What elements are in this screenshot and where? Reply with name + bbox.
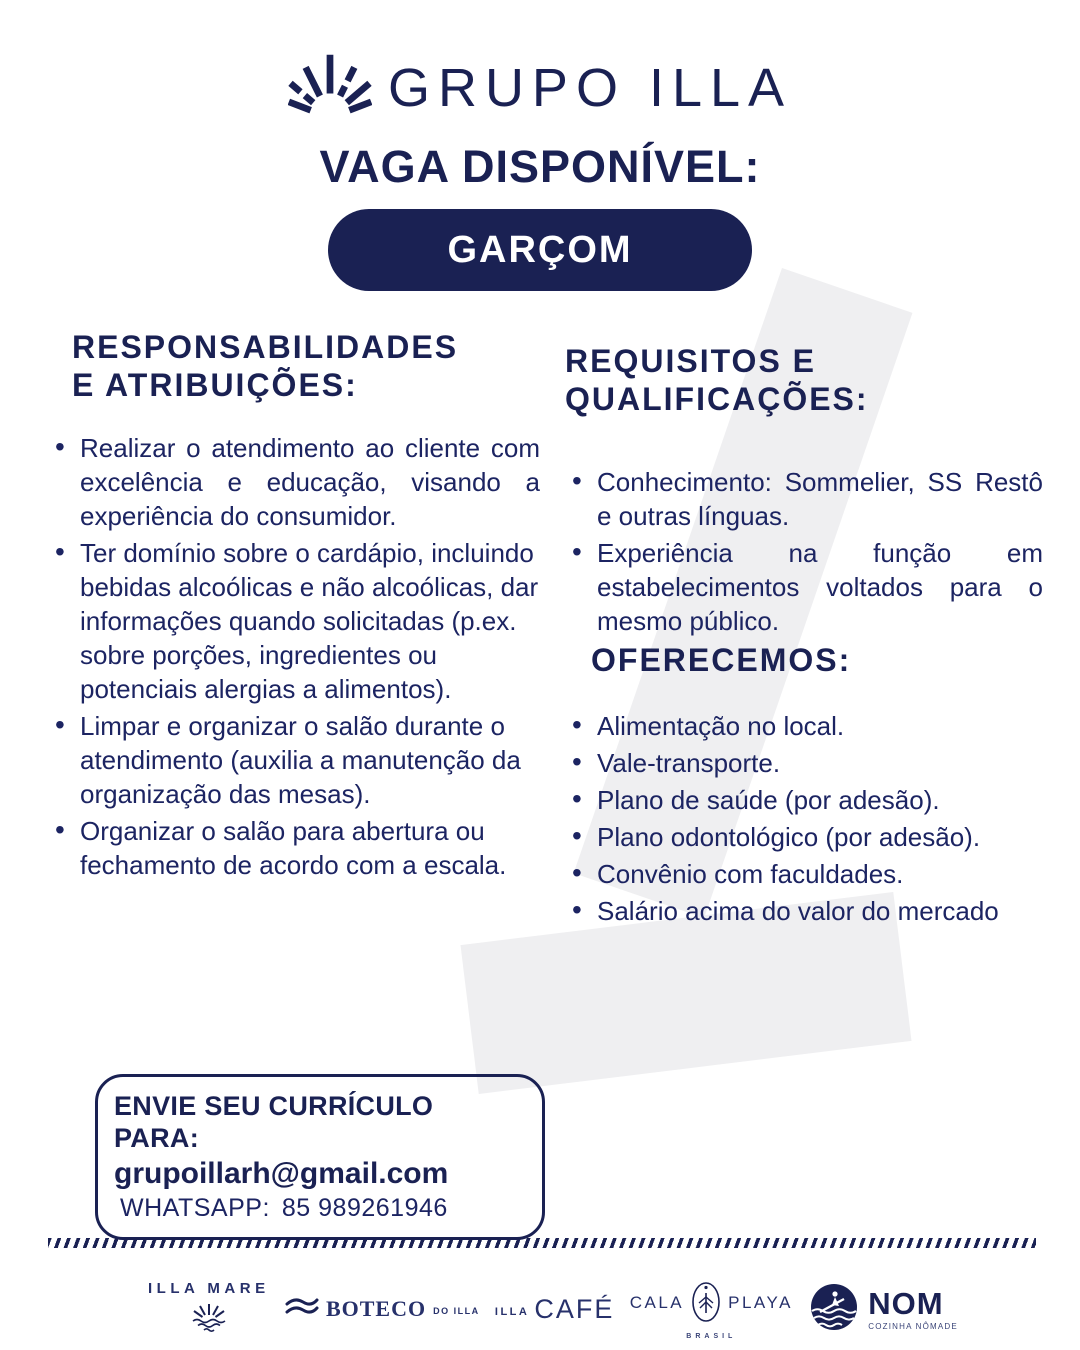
responsibilities-list — [48, 431, 540, 882]
brand-illa-cafe — [495, 1294, 614, 1325]
responsibilities-section — [48, 328, 540, 885]
list-item: • Experiência na função em estabelecimentos voltados para o mesmo público. — [565, 536, 1043, 638]
contact-whatsapp — [114, 1192, 524, 1225]
position-label: GARÇOM — [447, 228, 633, 271]
page-title: VAGA DISPONÍVEL: — [319, 141, 761, 192]
position-badge — [328, 209, 752, 291]
responsibilities-heading: RESPONSABILIDADES E ATRIBUIÇÕES: — [72, 329, 459, 404]
brand-name: GRUPO ILLA — [387, 58, 793, 118]
palm-in-oval-icon — [691, 1279, 721, 1328]
sunburst-icon — [288, 46, 372, 119]
requirements-list — [565, 465, 1043, 638]
offers-heading: OFERECEMOS: — [591, 641, 852, 678]
nom-text-block — [868, 1285, 958, 1331]
list-item: • Organizar o salão para abertura ou fechamento de acordo com a escala. — [48, 814, 540, 882]
requirements-section — [565, 342, 1043, 931]
list-item: • Alimentação no local. — [565, 709, 1043, 743]
illa-cafe-prefix: ILLA — [494, 1306, 530, 1318]
cala-label: CALA — [629, 1293, 685, 1312]
list-item: • Conhecimento: Sommelier, SS Restô e outras línguas. — [565, 465, 1043, 533]
illa-mare-label: ILLA MARE — [148, 1280, 270, 1297]
footer-brands — [148, 1268, 958, 1350]
list-item: • Plano odontológico (por adesão). — [565, 820, 1043, 854]
brand-illa-mare — [148, 1280, 270, 1338]
nom-sub-label: COZINHA NÔMADE — [868, 1321, 958, 1331]
playa-label: PLAYA — [728, 1293, 793, 1312]
brand-nom — [808, 1281, 958, 1338]
brand-boteco-do-illa — [285, 1296, 480, 1322]
list-item: • Salário acima do valor do mercado — [565, 894, 1043, 928]
requirements-heading: REQUISITOS E QUALIFICAÇÕES: — [565, 343, 869, 418]
illa-cafe-label: CAFÉ — [534, 1293, 615, 1324]
sun-over-waves-icon — [189, 1303, 229, 1338]
list-item: • Convênio com faculdades. — [565, 857, 1043, 891]
nom-label: NOM — [868, 1285, 944, 1321]
boteco-label: BOTECO — [325, 1296, 427, 1321]
contact-heading: ENVIE SEU CURRÍCULO PARA: — [114, 1091, 434, 1154]
list-item: • Ter domínio sobre o cardápio, incluindo bebidas alcoólicas e não alcoólicas, dar informações quando solicitadas (p.ex. sobre porções, ingredientes ou potenciais alergias a alimentos). — [48, 536, 540, 706]
list-item: • Vale-transporte. — [565, 746, 1043, 780]
cala-playa-row — [630, 1279, 793, 1328]
double-wave-icon — [285, 1297, 319, 1322]
cala-playa-sub-label: BRASIL — [686, 1332, 737, 1340]
offers-list — [565, 709, 1043, 928]
rower-in-circle-icon — [808, 1281, 860, 1338]
header — [0, 46, 1080, 291]
list-item: • Limpar e organizar o salão durante o atendimento (auxilia a manutenção da organização das mesas). — [48, 709, 540, 811]
boteco-suffix-label: DO ILLA — [433, 1306, 480, 1316]
list-item: • Realizar o atendimento ao cliente com excelência e educação, visando a experiência do consumidor. — [48, 431, 540, 533]
whatsapp-number: 85 989261946 — [281, 1194, 448, 1223]
list-item: • Plano de saúde (por adesão). — [565, 783, 1043, 817]
dashed-divider — [48, 1238, 1036, 1248]
whatsapp-label: WHATSAPP: — [120, 1194, 270, 1223]
brand-lockup — [288, 46, 792, 119]
brand-cala-playa — [630, 1279, 793, 1340]
contact-email: grupoillarh@gmail.com — [114, 1156, 449, 1190]
contact-box — [95, 1074, 545, 1240]
